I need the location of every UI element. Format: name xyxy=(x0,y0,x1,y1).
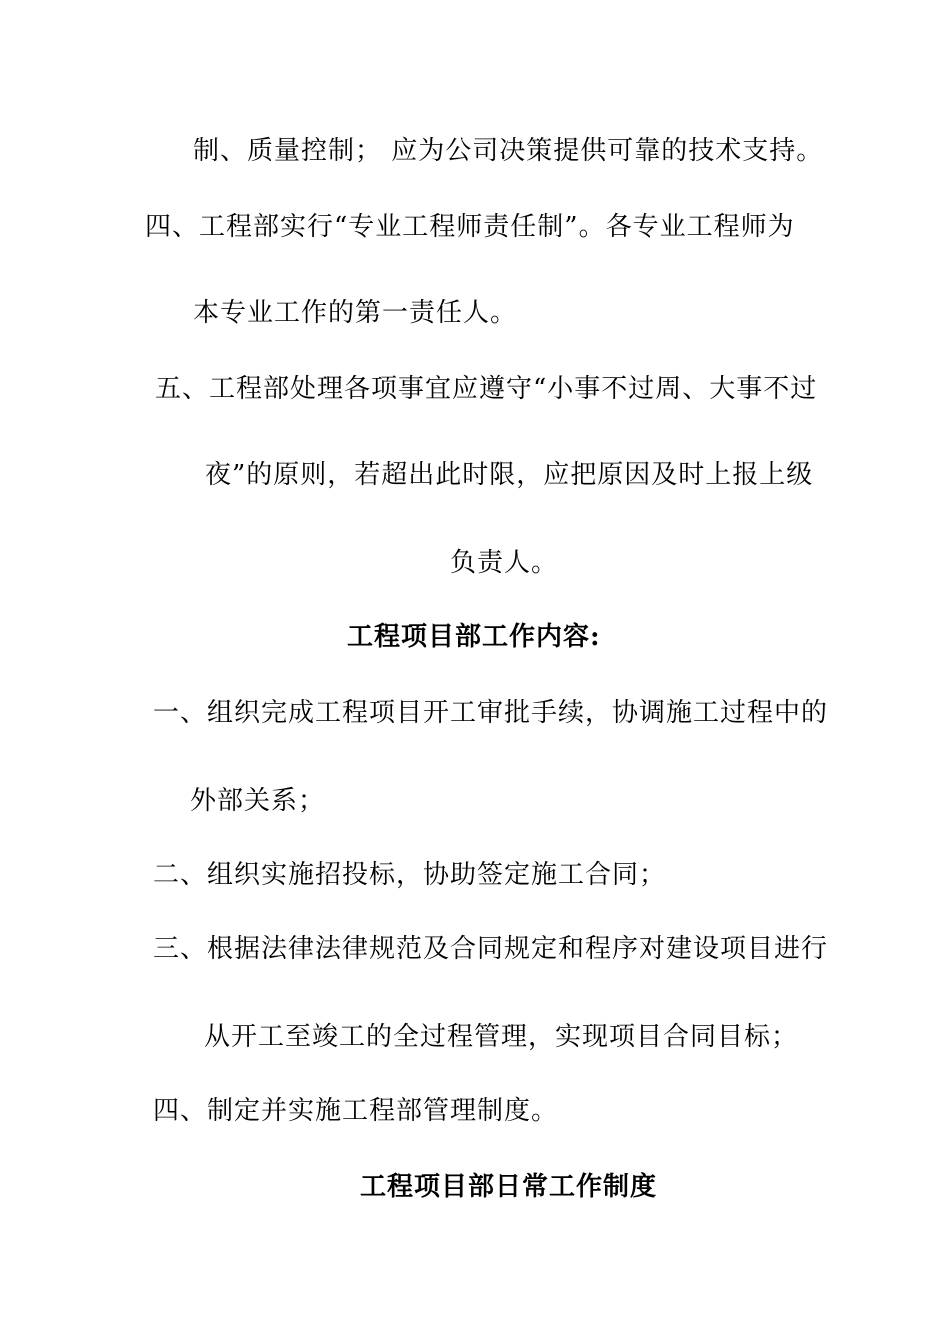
section-heading-work-content: 工程项目部工作内容: xyxy=(347,622,601,652)
paragraph-line-item-four-start: 四、工程部实行“专业工程师责任制”。各专业工程师为 xyxy=(145,212,795,242)
work-item-three-end: 从开工至竣工的全过程管理，实现项目合同目标； xyxy=(204,1022,799,1052)
section-heading-daily-system: 工程项目部日常工作制度 xyxy=(360,1172,658,1202)
paragraph-line-quality-control: 制、质量控制； 应为公司决策提供可靠的技术支持。 xyxy=(193,136,824,166)
work-item-one-end: 外部关系； xyxy=(190,786,326,816)
work-item-four: 四、制定并实施工程部管理制度。 xyxy=(153,1096,559,1126)
paragraph-line-item-five-end: 负责人。 xyxy=(450,548,559,578)
work-item-one-start: 一、组织完成工程项目开工审批手续，协调施工过程中的 xyxy=(153,698,829,728)
work-item-three-start: 三、根据法律法律规范及合同规定和程序对建设项目进行 xyxy=(153,934,829,964)
paragraph-line-item-five-start: 五、工程部处理各项事宜应遵守“小事不过周、大事不过 xyxy=(155,374,818,404)
work-item-two: 二、组织实施招投标，协助签定施工合同； xyxy=(153,860,667,890)
paragraph-line-item-five-middle: 夜”的原则，若超出此时限，应把原因及时上报上级 xyxy=(205,460,814,490)
paragraph-line-item-four-end: 本专业工作的第一责任人。 xyxy=(193,298,518,328)
